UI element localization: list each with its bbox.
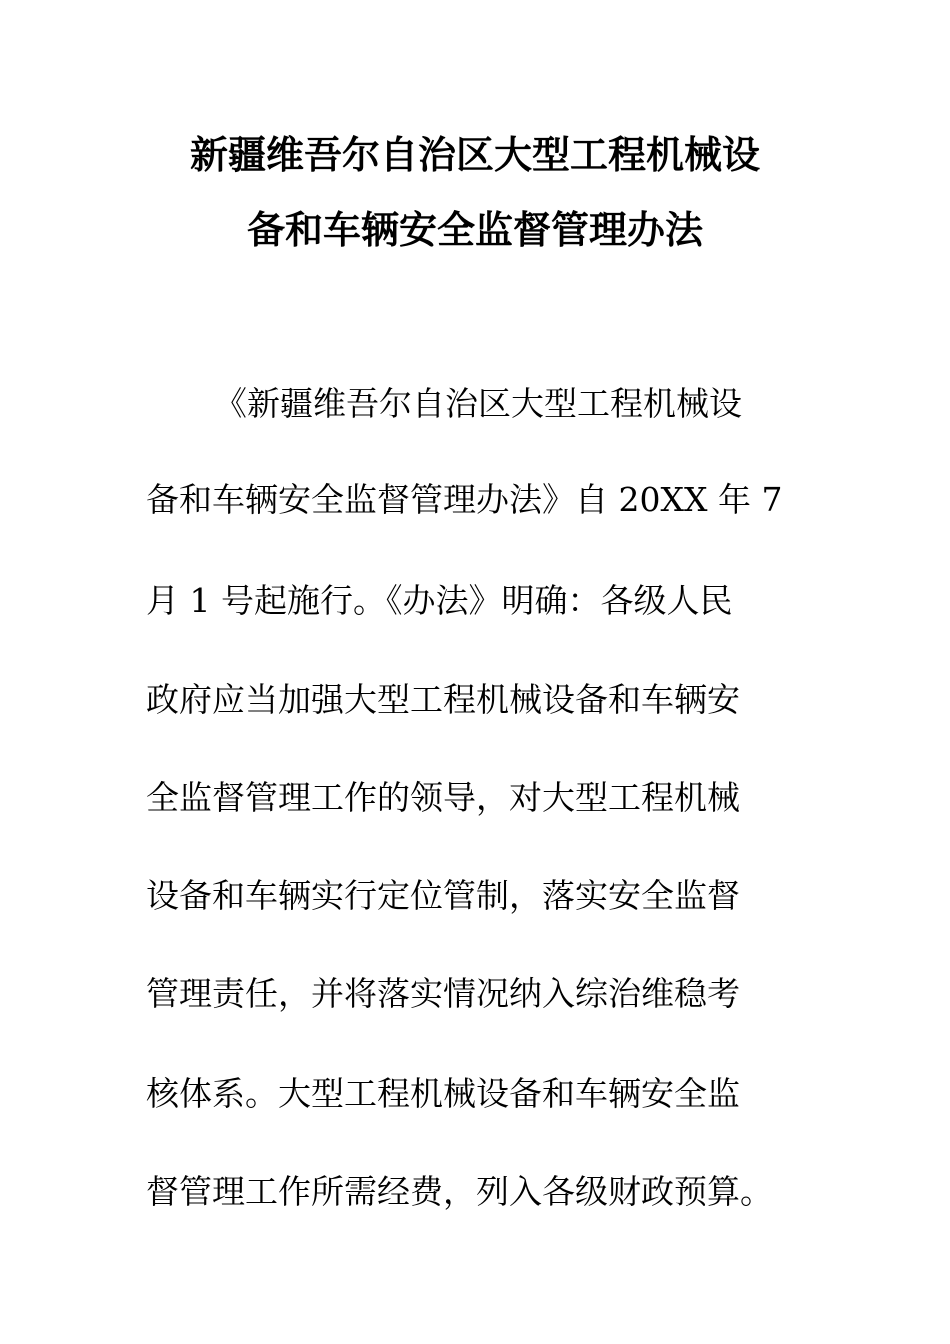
body-line-5: 全监督管理工作的领导，对大型工程机械 bbox=[146, 778, 740, 817]
body-line-1: 《新疆维吾尔自治区大型工程机械设 bbox=[214, 384, 742, 423]
body-line-6: 设备和车辆实行定位管制，落实安全监督 bbox=[146, 876, 740, 915]
body-line-3: 月 1 号起施行。《办法》明确：各级人民 bbox=[146, 581, 733, 620]
document-title-line-1: 新疆维吾尔自治区大型工程机械设 bbox=[189, 132, 760, 177]
body-line-4: 政府应当加强大型工程机械设备和车辆安 bbox=[146, 680, 740, 719]
body-line-2: 备和车辆安全监督管理办法》自 20XX 年 7 bbox=[146, 480, 783, 519]
body-line-7: 管理责任，并将落实情况纳入综治维稳考 bbox=[146, 974, 740, 1013]
body-line-9: 督管理工作所需经费，列入各级财政预算。 bbox=[146, 1172, 773, 1211]
document-title-line-2: 备和车辆安全监督管理办法 bbox=[246, 207, 703, 252]
body-line-8: 核体系。大型工程机械设备和车辆安全监 bbox=[146, 1074, 740, 1113]
